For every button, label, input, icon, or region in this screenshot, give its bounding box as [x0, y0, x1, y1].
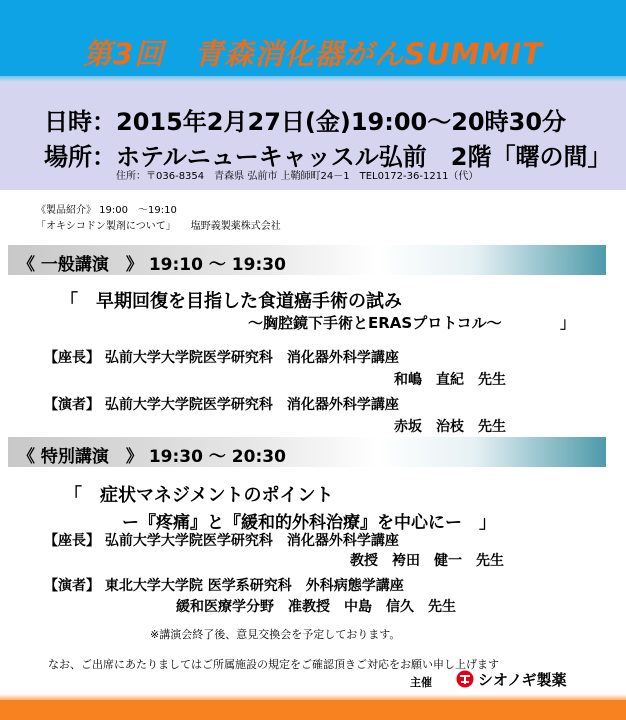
general-lecture-speaker-affiliation: 【演者】 弘前大学大学院医学研究科 消化器外科学講座	[44, 397, 399, 413]
product-intro-title: 「オキシコドン製剤について」 塩野義製薬株式会社	[36, 221, 281, 232]
event-title: 第3回 青森消化器がんSUMMIT	[83, 37, 543, 71]
date-time-line: 日時：2015年2月27日(金)19:00～20時30分	[44, 108, 567, 136]
shionogi-logo-icon	[456, 670, 474, 688]
reception-note: ※講演会終了後、意見交換会を予定しております。	[150, 628, 401, 641]
venue-address: 住所：〒036-8354 青森県 弘前市 上鞘師町24－1 TEL0172-36-1211（代）	[116, 171, 479, 182]
general-lecture-label: 《 一般講演 》 19:10 ～ 19:30	[18, 255, 286, 275]
special-lecture-chair-affiliation: 【座長】 弘前大学大学院医学研究科 消化器外科学講座	[44, 533, 399, 549]
compliance-note: なお、ご出席にあたりましてはご所属施設の規定をご確認頂きご対応をお願い申し上げます	[48, 658, 499, 671]
product-intro-time: 《製品紹介》 19:00 ～19:10	[36, 205, 177, 216]
general-lecture-subtitle: ～胸腔鏡下手術とERASプロトコル～	[248, 314, 502, 332]
general-lecture-speaker-name: 赤坂 治枝 先生	[394, 419, 506, 435]
footer-band	[0, 694, 626, 720]
special-lecture-chair-name: 教授 袴田 健一 先生	[350, 553, 504, 569]
special-lecture-title: 「 症状マネジメントのポイント	[64, 485, 334, 506]
general-lecture-chair-name: 和嶋 直紀 先生	[394, 372, 506, 388]
general-lecture-title: 「 早期回復を目指した食道癌手術の試み	[60, 291, 402, 312]
special-lecture-speaker-affiliation: 【演者】 東北大学大学院 医学系研究科 外科病態学講座	[44, 578, 404, 594]
special-lecture-speaker-name: 緩和医療学分野 准教授 中島 信久 先生	[176, 599, 456, 615]
special-lecture-label: 《 特別講演 》 19:30 ～ 20:30	[18, 447, 286, 467]
general-lecture-title-close: 」	[560, 314, 576, 332]
general-lecture-chair-affiliation: 【座長】 弘前大学大学院医学研究科 消化器外科学講座	[44, 350, 399, 366]
sponsor-name: シオノギ製薬	[478, 671, 567, 689]
sponsor-label: 主催	[410, 676, 432, 689]
special-lecture-subtitle: ー『疼痛』と『緩和的外科治療』を中心にー 」	[122, 513, 496, 533]
venue-line: 場所：ホテルニューキャッスル弘前 2階「曙の間」	[44, 143, 612, 171]
